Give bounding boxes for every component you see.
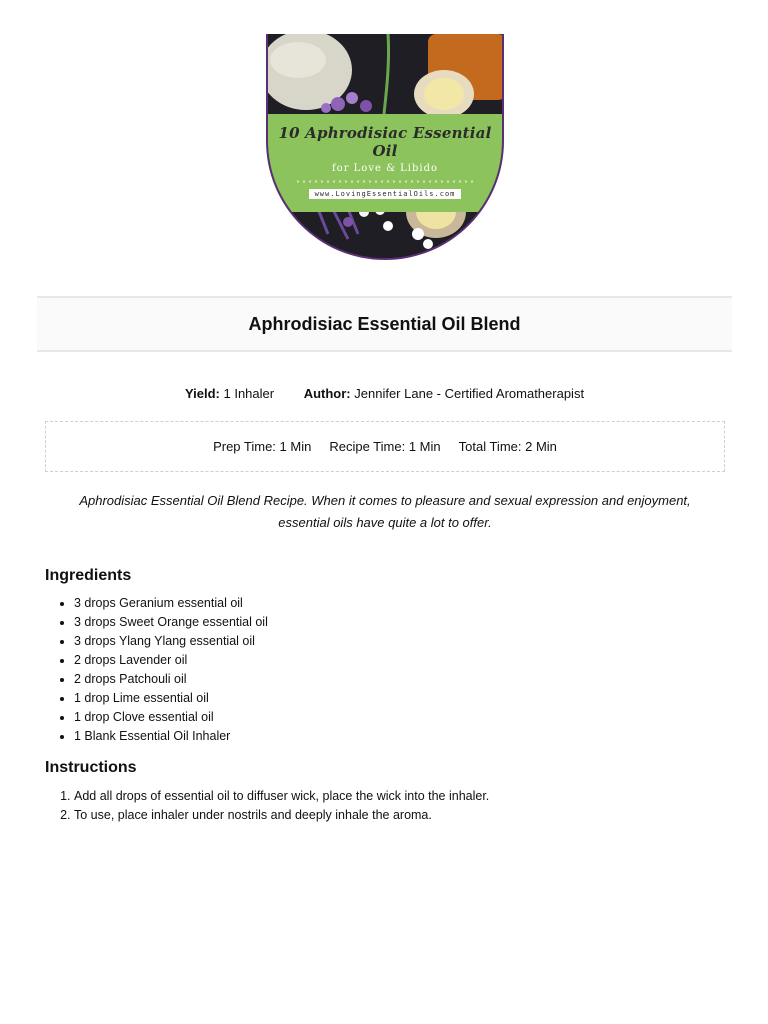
hero-url: www.LovingEssentialOils.com — [309, 189, 462, 199]
ingredient-item: • 1 Blank Essential Oil Inhaler — [74, 727, 268, 746]
instructions-heading: Instructions — [45, 759, 137, 776]
recipe-time — [329, 439, 440, 454]
recipe-times — [45, 421, 725, 472]
ingredient-item: • 3 drops Sweet Orange essential oil — [74, 613, 268, 632]
recipe-hero-image — [266, 34, 504, 260]
author-value: Jennifer Lane - Certified Aromatherapist — [354, 386, 585, 401]
yield-info — [185, 386, 274, 401]
hero-subtitle: for Love & Libido — [331, 163, 439, 174]
total-time-value: 2 Min — [525, 439, 557, 454]
ingredients-list — [45, 594, 268, 746]
total-time — [459, 439, 557, 454]
hero-banner — [268, 114, 502, 212]
recipe-title-bar — [37, 296, 732, 352]
ingredient-item: • 2 drops Patchouli oil — [74, 670, 268, 689]
recipe-time-value: 1 Min — [408, 439, 441, 454]
author-info — [304, 386, 584, 401]
ingredient-item: • 1 drop Lime essential oil — [74, 689, 268, 708]
prep-time-label: Prep Time: — [213, 439, 276, 454]
yield-value: 1 Inhaler — [223, 386, 275, 401]
hero-title: 10 Aphrodisiac Essential Oil — [278, 124, 492, 160]
ingredient-item: • 3 drops Geranium essential oil — [74, 594, 268, 613]
recipe-title: Aphrodisiac Essential Oil Blend — [248, 313, 521, 334]
recipe-time-label: Recipe Time: — [329, 439, 406, 454]
author-label: Author: — [303, 386, 351, 401]
ingredients-heading: Ingredients — [45, 567, 132, 584]
total-time-label: Total Time: — [458, 439, 522, 454]
recipe-meta — [37, 386, 732, 401]
ingredient-item: • 1 drop Clove essential oil — [74, 708, 268, 727]
prep-time-value: 1 Min — [279, 439, 312, 454]
yield-label: Yield: — [184, 386, 220, 401]
ingredient-item: • 2 drops Lavender oil — [74, 651, 268, 670]
ingredient-item: • 3 drops Ylang Ylang essential oil — [74, 632, 268, 651]
instructions-list — [45, 787, 489, 825]
instruction-step: 1. Add all drops of essential oil to diffuser wick, place the wick into the inhaler. — [74, 787, 489, 806]
prep-time — [213, 439, 311, 454]
recipe-summary: Aphrodisiac Essential Oil Blend Recipe. When it comes to pleasure and sexual expression and enjoyment, essential oils have quite a lot to offer. — [79, 493, 691, 530]
instruction-step: 2. To use, place inhaler under nostrils and deeply inhale the aroma. — [74, 806, 489, 825]
